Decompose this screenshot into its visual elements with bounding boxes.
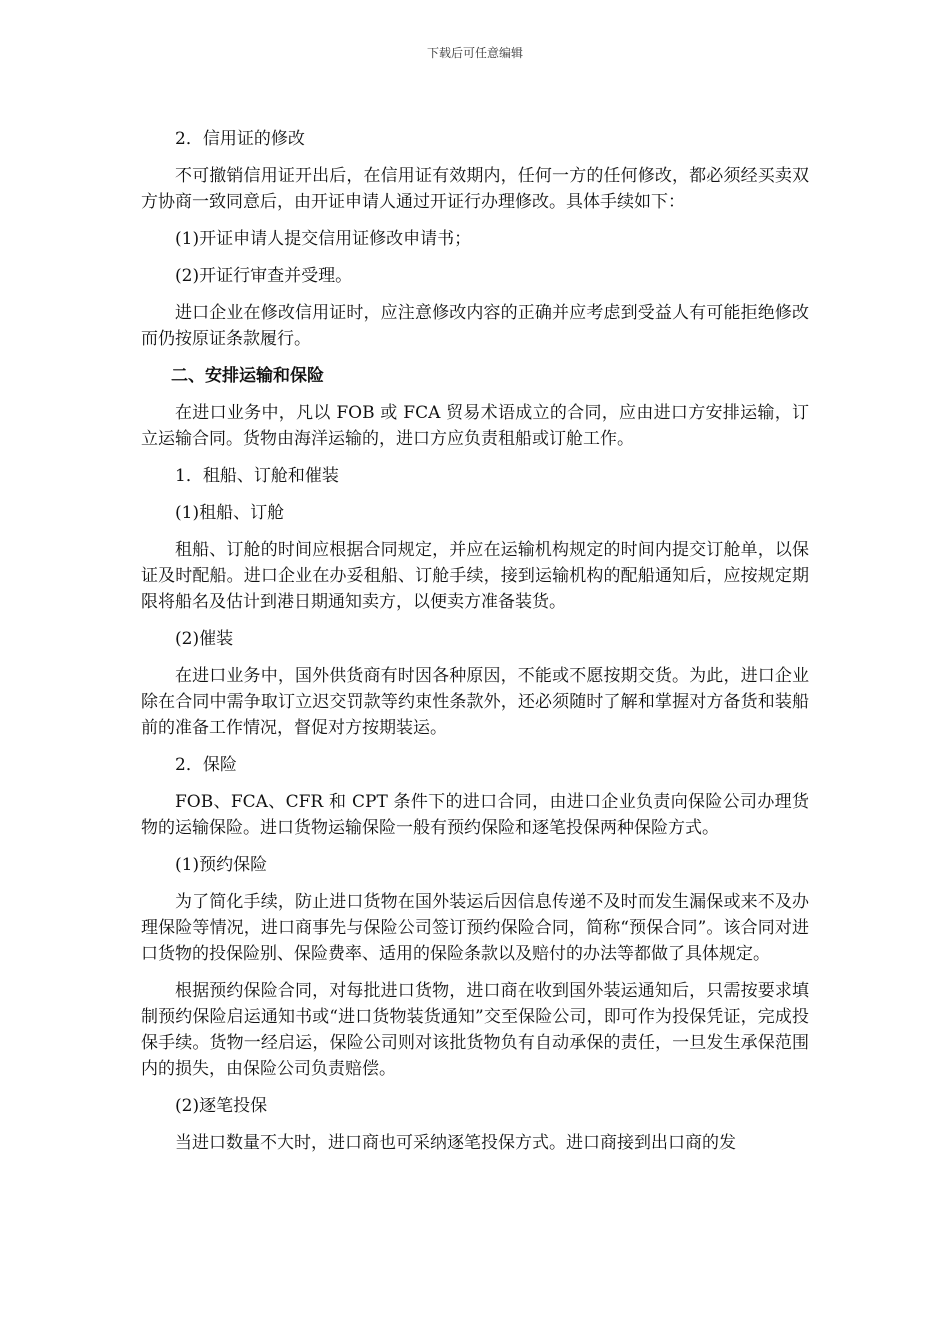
list-item: (1)开证申请人提交信用证修改申请书； [175, 229, 472, 249]
paragraph: 不可撤销信用证开出后，在信用证有效期内，任何一方的任何修改，都必须经买卖双方协商一致同意后，由开证申请人通过开证行办理修改。具体手续如下： [141, 166, 809, 212]
paragraph: FOB、FCA、CFR 和 CPT 条件下的进口合同，由进口企业负责向保险公司办理货物的运输保险。进口货物运输保险一般有预约保险和逐笔投保两种保险方式。 [141, 792, 809, 838]
list-item: (2)开证行审查并受理。 [175, 266, 353, 286]
list-item: (1)租船、订舱 [175, 503, 285, 523]
subsection-title-chartering: 1．租船、订舱和催装 [175, 466, 339, 486]
paragraph: 在进口业务中，凡以 FOB 或 FCA 贸易术语成立的合同，应由进口方安排运输，订立运输合同。货物由海洋运输的，进口方应负责租船或订舱工作。 [141, 403, 809, 449]
paragraph: 根据预约保险合同，对每批进口货物，进口商在收到国外装运通知后，只需按要求填制预约保险启运通知书或“进口货物装货通知”交至保险公司，即可作为投保凭证，完成投保手续。货物一经启运，保险公司则对该批货物负有自动承保的责任，一旦发生承保范围内的损失，由保险公司负责赔偿。 [141, 981, 809, 1079]
section-heading-transport-insurance: 二、安排运输和保险 [171, 366, 324, 386]
list-item: (2)催装 [175, 629, 234, 649]
document-body [141, 126, 809, 1167]
paragraph: 租船、订舱的时间应根据合同规定，并应在运输机构规定的时间内提交订舱单，以保证及时配船。进口企业在办妥租船、订舱手续，接到运输机构的配船通知后，应按规定期限将船名及估计到港日期通知卖方，以便卖方准备装货。 [141, 540, 809, 612]
paragraph: 进口企业在修改信用证时，应注意修改内容的正确并应考虑到受益人有可能拒绝修改而仍按原证条款履行。 [141, 303, 809, 349]
paragraph: 当进口数量不大时，进口商也可采纳逐笔投保方式。进口商接到出口商的发 [175, 1133, 736, 1153]
list-item: (1)预约保险 [175, 855, 268, 875]
paragraph: 在进口业务中，国外供货商有时因各种原因，不能或不愿按期交货。为此，进口企业除在合同中需争取订立迟交罚款等约束性条款外，还必须随时了解和掌握对方备货和装船前的准备工作情况，督促对方按期装运。 [141, 666, 809, 738]
paragraph: 为了简化手续，防止进口货物在国外装运后因信息传递不及时而发生漏保或来不及办理保险等情况，进口商事先与保险公司签订预约保险合同，简称“预保合同”。该合同对进口货物的投保险别、保险费率、适用的保险条款以及赔付的办法等都做了具体规定。 [141, 892, 809, 964]
section-title-lc-amendment: 2．信用证的修改 [175, 129, 305, 149]
page-header: 下载后可任意编辑 [426, 46, 523, 60]
list-item: (2)逐笔投保 [175, 1096, 268, 1116]
subsection-title-insurance: 2．保险 [175, 755, 237, 775]
